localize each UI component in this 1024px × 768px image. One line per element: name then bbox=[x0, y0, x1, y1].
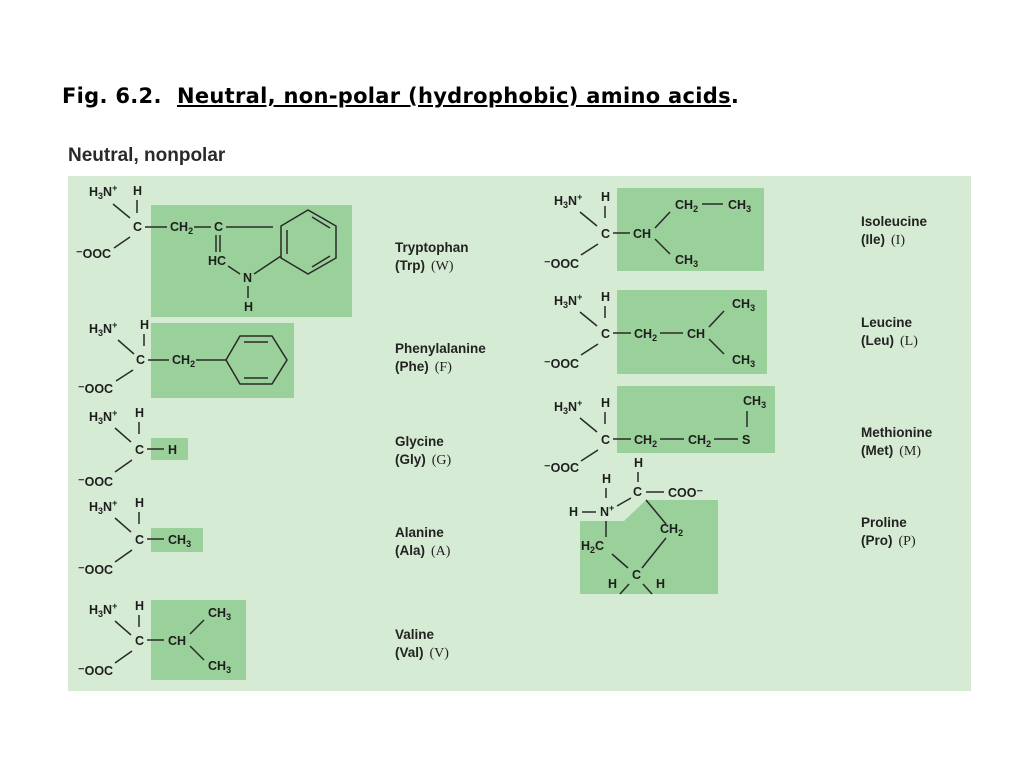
letter-alanine: (A) bbox=[431, 544, 451, 559]
panel-heading: Neutral, nonpolar bbox=[68, 145, 226, 166]
svg-text:⁻OOC: ⁻OOC bbox=[78, 563, 114, 577]
svg-text:⁻OOC: ⁻OOC bbox=[78, 382, 114, 396]
label-isoleucine bbox=[861, 213, 927, 250]
svg-text:CH: CH bbox=[687, 327, 706, 341]
letter-methionine: (M) bbox=[899, 444, 922, 459]
abbr-leucine: (Leu) bbox=[861, 333, 894, 348]
abbr-tryptophan: (Trp) bbox=[395, 258, 425, 273]
svg-text:C: C bbox=[601, 433, 611, 447]
name-alanine: Alanine bbox=[395, 525, 444, 540]
letter-proline: (P) bbox=[898, 534, 916, 549]
svg-text:CH3: $CH_3$ bbox=[732, 297, 756, 313]
svg-text:CH3: $CH_3$ bbox=[728, 198, 752, 214]
svg-text:COO⁻: COO⁻ bbox=[668, 486, 704, 500]
label-glycine bbox=[395, 433, 451, 470]
name-methionine: Methionine bbox=[861, 425, 933, 440]
letter-leucine: (L) bbox=[900, 334, 918, 349]
svg-text:H: H bbox=[244, 300, 254, 314]
svg-text:H: H bbox=[133, 184, 143, 198]
name-valine: Valine bbox=[395, 627, 435, 642]
abbr-methionine: (Met) bbox=[861, 443, 894, 458]
svg-text:H3N+: $H_3N^+$ bbox=[554, 292, 583, 310]
svg-text:CH2: $CH_2$ bbox=[675, 198, 699, 214]
svg-text:CH2: $CH_2$ bbox=[634, 433, 658, 449]
svg-text:⁻OOC: ⁻OOC bbox=[544, 257, 580, 271]
svg-text:H3N+: $H_3N^+$ bbox=[89, 498, 118, 516]
svg-text:C: C bbox=[214, 220, 224, 234]
svg-text:CH2: $CH_2$ bbox=[170, 220, 194, 236]
svg-text:H: H bbox=[135, 406, 145, 420]
name-phenylalanine: Phenylalanine bbox=[395, 341, 486, 356]
svg-text:H3N+: $H_3N^+$ bbox=[89, 183, 118, 201]
svg-text:C: C bbox=[633, 485, 643, 499]
svg-text:CH2: $CH_2$ bbox=[688, 433, 712, 449]
name-leucine: Leucine bbox=[861, 315, 913, 330]
svg-text:H: H bbox=[602, 472, 612, 486]
svg-text:CH3: $CH_3$ bbox=[168, 533, 192, 549]
svg-text:H: H bbox=[140, 318, 150, 332]
svg-text:H3N+: $H_3N^+$ bbox=[554, 192, 583, 210]
structures-diagram bbox=[68, 176, 971, 691]
name-glycine: Glycine bbox=[395, 434, 444, 449]
svg-text:H: H bbox=[634, 456, 644, 470]
abbr-phenylalanine: (Phe) bbox=[395, 359, 429, 374]
structure-tryptophan bbox=[76, 183, 352, 317]
svg-text:H3N+: $H_3N^+$ bbox=[89, 320, 118, 338]
name-tryptophan: Tryptophan bbox=[395, 240, 469, 255]
svg-text:C: C bbox=[136, 353, 146, 367]
label-methionine bbox=[861, 424, 932, 461]
letter-phenylalanine: (F) bbox=[434, 360, 452, 375]
abbr-glycine: (Gly) bbox=[395, 452, 426, 467]
figure-number: Fig. 6.2. bbox=[62, 84, 162, 108]
svg-text:HC: HC bbox=[208, 254, 227, 268]
svg-text:H3N+: $H_3N^+$ bbox=[89, 408, 118, 426]
figure-title-period: . bbox=[730, 84, 740, 108]
svg-text:CH3: $CH_3$ bbox=[208, 659, 232, 675]
abbr-alanine: (Ala) bbox=[395, 543, 425, 558]
abbr-valine: (Val) bbox=[395, 645, 424, 660]
structure-alanine bbox=[78, 496, 203, 577]
svg-text:H3N+: $H_3N^+$ bbox=[554, 398, 583, 416]
svg-text:CH2: $CH_2$ bbox=[172, 353, 196, 369]
svg-text:CH3: $CH_3$ bbox=[208, 606, 232, 622]
svg-text:CH3: $CH_3$ bbox=[732, 353, 756, 369]
letter-glycine: (G) bbox=[431, 453, 452, 468]
svg-text:H: H bbox=[569, 505, 579, 519]
svg-text:S: S bbox=[742, 433, 751, 447]
letter-isoleucine: (I) bbox=[891, 233, 906, 248]
structure-leucine bbox=[544, 290, 767, 374]
structure-valine bbox=[78, 599, 246, 680]
letter-tryptophan: (W) bbox=[431, 259, 454, 274]
svg-text:C: C bbox=[601, 327, 611, 341]
label-phenylalanine bbox=[395, 340, 486, 377]
svg-text:C: C bbox=[133, 220, 143, 234]
svg-text:N+: N+ bbox=[600, 503, 615, 519]
svg-text:H: H bbox=[608, 577, 618, 591]
amino-acid-panel bbox=[68, 176, 971, 691]
letter-valine: (V) bbox=[429, 646, 449, 661]
svg-text:⁻OOC: ⁻OOC bbox=[76, 247, 112, 261]
svg-text:C: C bbox=[135, 443, 145, 457]
svg-text:C: C bbox=[135, 533, 145, 547]
svg-text:H2C: $H_2C$ bbox=[581, 539, 605, 555]
structure-phenylalanine bbox=[78, 318, 294, 398]
svg-text:CH: CH bbox=[168, 634, 187, 648]
figure-title-text: Neutral, non-polar (hydrophobic) amino acids bbox=[176, 84, 731, 108]
svg-text:CH3: $CH_3$ bbox=[675, 253, 699, 269]
structure-proline bbox=[569, 456, 718, 594]
svg-text:H3N+: $H_3N^+$ bbox=[89, 601, 118, 619]
label-valine bbox=[395, 626, 449, 663]
svg-text:H: H bbox=[656, 577, 666, 591]
svg-text:⁻OOC: ⁻OOC bbox=[78, 664, 114, 678]
svg-text:H: H bbox=[168, 443, 178, 457]
svg-text:C: C bbox=[632, 568, 642, 582]
label-leucine bbox=[861, 314, 918, 351]
side-chain-box-val bbox=[151, 600, 246, 680]
svg-text:H: H bbox=[135, 599, 145, 613]
structure-isoleucine bbox=[544, 188, 764, 271]
label-tryptophan bbox=[395, 239, 469, 276]
svg-text:C: C bbox=[135, 634, 145, 648]
svg-text:H: H bbox=[601, 290, 611, 304]
svg-text:⁻OOC: ⁻OOC bbox=[78, 475, 114, 489]
svg-text:CH2: $CH_2$ bbox=[634, 327, 658, 343]
figure-title bbox=[62, 84, 739, 108]
svg-text:H: H bbox=[601, 396, 611, 410]
svg-text:⁻OOC: ⁻OOC bbox=[544, 357, 580, 371]
svg-text:CH3: $CH_3$ bbox=[743, 394, 767, 410]
label-proline bbox=[861, 514, 916, 551]
structure-methionine bbox=[544, 386, 775, 475]
svg-text:CH: CH bbox=[633, 227, 652, 241]
svg-text:C: C bbox=[601, 227, 611, 241]
abbr-isoleucine: (Ile) bbox=[861, 232, 886, 247]
svg-text:⁻OOC: ⁻OOC bbox=[544, 461, 580, 475]
name-proline: Proline bbox=[861, 515, 907, 530]
structure-glycine bbox=[78, 406, 188, 489]
svg-text:H: H bbox=[135, 496, 145, 510]
svg-text:N: N bbox=[243, 271, 253, 285]
label-alanine bbox=[395, 524, 450, 561]
svg-text:H: H bbox=[601, 190, 611, 204]
abbr-proline: (Pro) bbox=[861, 533, 893, 548]
name-isoleucine: Isoleucine bbox=[861, 214, 928, 229]
svg-text:CH2: $CH_2$ bbox=[660, 522, 684, 538]
